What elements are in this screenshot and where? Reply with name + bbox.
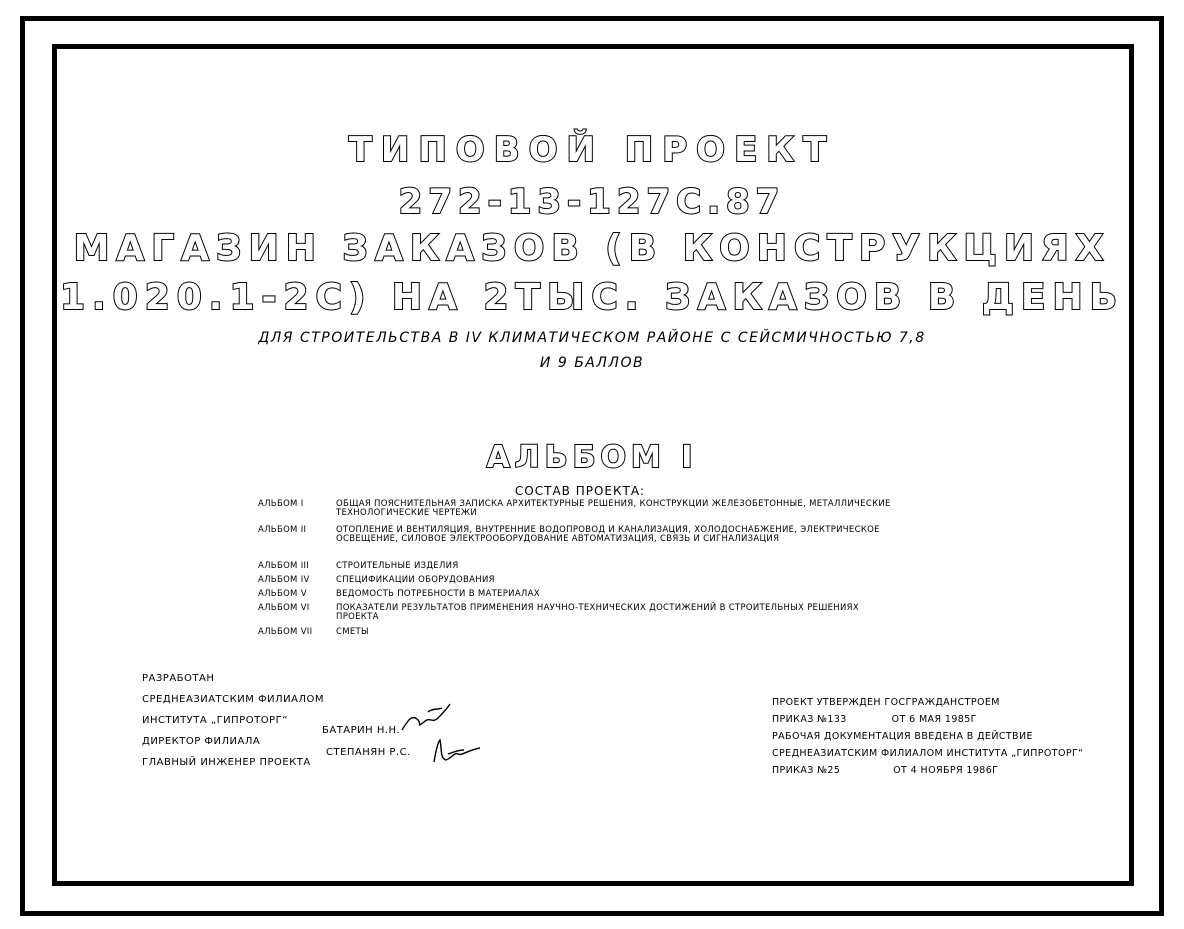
approval-order-number: ПРИКАЗ №133 [772,714,847,725]
approval-line1: ПРОЕКТ УТВЕРЖДЕН ГОСГРАЖДАНСТРОЕМ [772,697,1000,708]
director-title: ДИРЕКТОР ФИЛИАЛА [142,736,261,747]
composition-item [258,576,898,590]
developer-branch: СРЕДНЕАЗИАТСКИМ ФИЛИАЛОМ [142,694,324,705]
composition-item-text: СТРОИТЕЛЬНЫЕ ИЗДЕЛИЯ [336,561,459,571]
developed-by-label: РАЗРАБОТАН [142,673,215,684]
composition-item-label: АЛЬБОМ III [258,561,310,571]
composition-item-label: АЛЬБОМ II [258,525,307,535]
composition-item [258,590,898,604]
composition-item-label: АЛЬБОМ I [258,499,304,509]
composition-item [258,604,898,628]
composition-item [258,500,898,526]
director-name: БАТАРИН Н.Н. [322,725,401,736]
approval-block [772,694,1084,779]
composition-item [258,628,898,642]
composition-item-text: ВЕДОМОСТЬ ПОТРЕБНОСТИ В МАТЕРИАЛАХ [336,589,540,599]
composition-item [258,526,898,562]
subtitle-line1: ДЛЯ СТРОИТЕЛЬСТВА В IV КЛИМАТИЧЕСКОМ РАЙОНЕ С СЕЙСМИЧНОСТЬЮ 7,8 [258,330,926,346]
project-name-line2: 1.020.1-2С) НА 2ТЫС. ЗАКАЗОВ В ДЕНЬ [59,277,1125,318]
composition-item-text: ПОКАЗАТЕЛИ РЕЗУЛЬТАТОВ ПРИМЕНЕНИЯ НАУЧНО-ТЕХНИЧЕСКИХ ДОСТИЖЕНИЙ В СТРОИТЕЛЬНЫХ РЕШЕНИЯХ ПРОЕКТА [336,603,859,622]
album-title: АЛЬБОМ I [486,440,698,475]
project-code: 272-13-127С.87 [398,182,786,222]
composition-item-label: АЛЬБОМ VI [258,603,310,613]
project-name-line1: МАГАЗИН ЗАКАЗОВ (В КОНСТРУКЦИЯХ [73,228,1111,269]
subtitle-line2: И 9 БАЛЛОВ [539,355,645,371]
composition-item-text: ОТОПЛЕНИЕ И ВЕНТИЛЯЦИЯ, ВНУТРЕННИЕ ВОДОПРОВОД И КАНАЛИЗАЦИЯ, ХОЛОДОСНАБЖЕНИЕ, ЭЛЕКТРИЧЕСКОЕ ОСВЕЩЕНИЕ, СИЛОВОЕ ЭЛЕКТРООБОРУДОВАНИЕ АВТОМАТИЗАЦИЯ, СВЯЗЬ И СИГНАЛИЗАЦИЯ [336,525,880,544]
composition-title: СОСТАВ ПРОЕКТА: [514,484,646,498]
approval-order-date: ОТ 6 МАЯ 1985Г [891,714,977,725]
approval-line3: РАБОЧАЯ ДОКУМЕНТАЦИЯ ВВЕДЕНА В ДЕЙСТВИЕ [772,731,1033,742]
director-signature [398,700,458,736]
developer-institute: ИНСТИТУТА „ГИПРОТОРГ“ [142,715,288,726]
composition-item-text: СМЕТЫ [336,627,369,637]
composition-list [258,500,898,642]
composition-item-text: СПЕЦИФИКАЦИИ ОБОРУДОВАНИЯ [336,575,495,585]
engineer-title: ГЛАВНЫЙ ИНЖЕНЕР ПРОЕКТА [142,757,311,768]
approval-order2-date: ОТ 4 НОЯБРЯ 1986Г [893,765,999,776]
approval-order2-line [772,762,1084,779]
composition-item-label: АЛЬБОМ VII [258,627,313,637]
engineer-signature [428,736,484,766]
approval-order-line [772,711,1084,728]
developer-block [142,668,324,773]
approval-line4: СРЕДНЕАЗИАТСКИМ ФИЛИАЛОМ ИНСТИТУТА „ГИПРОТОРГ“ [772,748,1084,759]
approval-order2-number: ПРИКАЗ №25 [772,765,841,776]
composition-item-label: АЛЬБОМ V [258,589,307,599]
composition-item [258,562,898,576]
title-typical-project: ТИПОВОЙ ПРОЕКТ [348,130,836,170]
composition-item-text: ОБЩАЯ ПОЯСНИТЕЛЬНАЯ ЗАПИСКА АРХИТЕКТУРНЫЕ РЕШЕНИЯ, КОНСТРУКЦИИ ЖЕЛЕЗОБЕТОННЫЕ, МЕТАЛЛИЧЕСКИЕ ТЕХНОЛОГИЧЕСКИЕ ЧЕРТЕЖИ [336,499,891,518]
composition-item-label: АЛЬБОМ IV [258,575,310,585]
engineer-name: СТЕПАНЯН Р.С. [326,747,411,758]
